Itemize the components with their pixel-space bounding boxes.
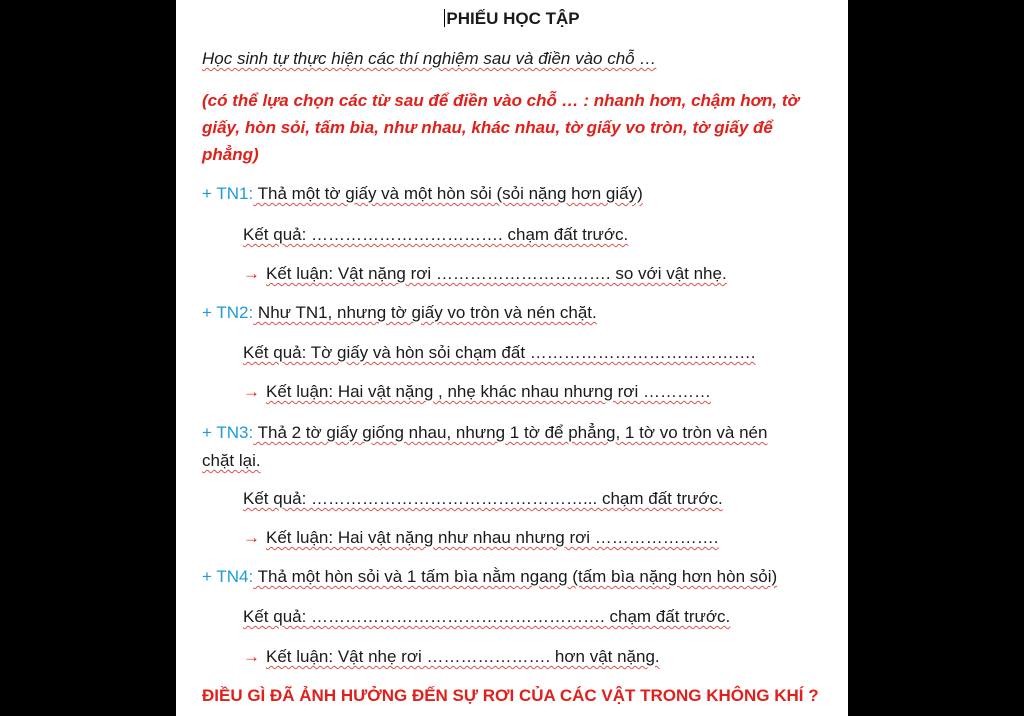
experiment-1-conclusion-text: Kết luận: Vật nặng rơi …………………………. so với vật nhẹ. xyxy=(266,264,727,283)
experiment-2-label: + TN2: xyxy=(202,303,254,322)
experiment-2-text: Như TN1, nhưng tờ giấy vo tròn và nén chặt. xyxy=(253,303,597,322)
experiment-1-result xyxy=(243,224,842,246)
experiment-3-heading-continued xyxy=(202,450,842,472)
page-title xyxy=(176,8,848,30)
experiment-3-conclusion xyxy=(243,527,842,549)
arrow-icon: → xyxy=(243,382,260,401)
document-page xyxy=(176,0,848,716)
experiment-1-label: + TN1: xyxy=(202,184,254,203)
experiment-3-result xyxy=(243,488,842,510)
word-choice-note: (có thể lựa chọn các từ sau để điền vào chỗ … : nhanh hơn, chậm hơn, tờ giấy, hòn sỏi, tấm bìa, như nhau, khác nhau, tờ giấy vo tròn, tờ giấy để phẳng) xyxy=(202,91,799,164)
experiment-2-heading xyxy=(202,302,842,324)
experiment-4-result-text: Kết quả: ……………………………………………. chạm đất trước. xyxy=(243,607,731,626)
arrow-icon: → xyxy=(243,528,260,547)
experiment-2-conclusion xyxy=(243,381,842,403)
experiment-4-conclusion-text: Kết luận: Vật nhẹ rơi …………………. hơn vật nặng. xyxy=(266,647,660,666)
experiment-1-result-text: Kết quả: ……………………………. chạm đất trước. xyxy=(243,225,629,244)
arrow-icon: → xyxy=(243,264,260,283)
experiment-3-result-text: Kết quả: …………………………………………... chạm đất trước. xyxy=(243,489,723,508)
experiment-4-conclusion xyxy=(243,646,842,668)
page-title-text: PHIẾU HỌC TẬP xyxy=(446,9,580,28)
experiment-3-heading xyxy=(202,422,842,444)
experiment-4-label: + TN4: xyxy=(202,567,254,586)
experiment-4-text: Thả một hòn sỏi và 1 tấm bìa nằm ngang (tấm bìa nặng hơn hòn sỏi) xyxy=(253,567,778,586)
final-question: ĐIỀU GÌ ĐÃ ẢNH HƯỞNG ĐẾN SỰ RƠI CỦA CÁC VẬT TRONG KHÔNG KHÍ ? xyxy=(202,686,819,705)
experiment-2-conclusion-text: Kết luận: Hai vật nặng , nhẹ khác nhau nhưng rơi ………… xyxy=(266,382,711,401)
experiment-4-result xyxy=(243,606,842,628)
experiment-1-heading xyxy=(202,183,842,205)
experiment-1-text: Thả một tờ giấy và một hòn sỏi (sỏi nặng hơn giấy) xyxy=(253,184,643,203)
experiment-2-result-text: Kết quả: Tờ giấy và hòn sỏi chạm đất …………………………………. xyxy=(243,343,756,362)
experiment-3-conclusion-text: Kết luận: Hai vật nặng như nhau nhưng rơi …………………. xyxy=(266,528,719,547)
intro-line xyxy=(202,48,842,70)
experiment-4-heading xyxy=(202,566,842,588)
intro-text: Học sinh tự thực hiện các thí nghiệm sau và điền vào chỗ … xyxy=(202,49,657,68)
experiment-1-conclusion xyxy=(243,263,842,285)
experiment-3-text-continued: chặt lại. xyxy=(202,451,261,470)
experiment-3-text: Thả 2 tờ giấy giống nhau, nhưng 1 tờ để phẳng, 1 tờ vo tròn và nén xyxy=(253,423,768,442)
experiment-2-result xyxy=(243,342,842,364)
arrow-icon: → xyxy=(243,647,260,666)
experiment-3-label: + TN3: xyxy=(202,423,254,442)
